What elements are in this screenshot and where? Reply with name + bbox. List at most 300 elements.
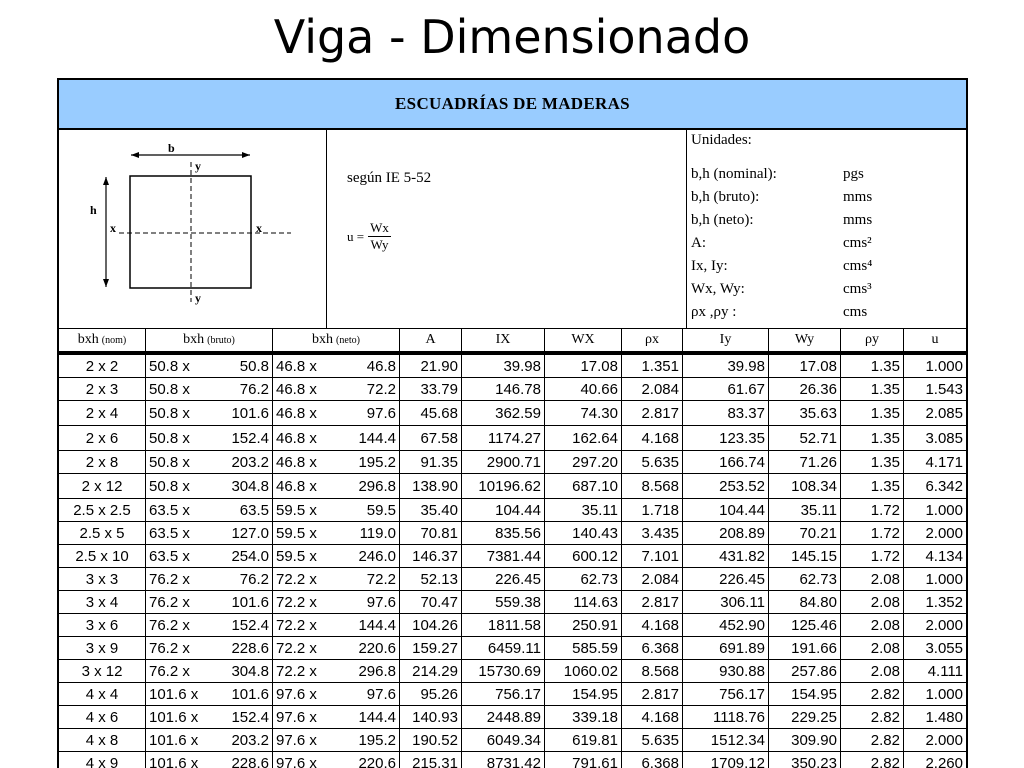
cell-u-value <box>904 474 966 498</box>
cell-iy-value <box>683 752 769 768</box>
neto-h: 46.8 <box>366 357 396 375</box>
bruto-h: 254.0 <box>231 547 269 565</box>
nominal-size: 2 x 4 <box>85 404 119 422</box>
label-y-bottom: y <box>195 291 201 305</box>
neto-h: 97.6 <box>366 685 396 703</box>
cell-iy-value <box>683 522 769 544</box>
neto-h: 119.0 <box>359 524 396 542</box>
spec-cell <box>327 130 687 328</box>
table-row <box>59 378 966 400</box>
column-header <box>841 329 904 351</box>
cell-rho-y-value <box>841 355 904 377</box>
label-b: b <box>168 141 175 155</box>
neto-h: 144.4 <box>358 708 396 726</box>
rho-y-value: 1.35 <box>870 429 900 447</box>
cell-wx-value <box>545 637 622 659</box>
area-value: 95.26 <box>420 685 458 703</box>
nominal-size: 2 x 12 <box>81 477 123 495</box>
bruto-h: 152.4 <box>231 708 269 726</box>
cell-iy-value <box>683 451 769 473</box>
cell-nominal <box>59 591 146 613</box>
cell-wx-value <box>545 568 622 590</box>
neto-h: 144.4 <box>358 616 396 634</box>
wx-value: 17.08 <box>580 357 618 375</box>
ix-value: 6459.11 <box>487 639 541 657</box>
u-fraction <box>368 220 391 253</box>
b-arrow-right <box>242 152 250 158</box>
column-header <box>622 329 683 351</box>
iy-value: 39.98 <box>727 357 765 375</box>
table-row <box>59 660 966 682</box>
iy-value: 1709.12 <box>710 754 765 768</box>
u-value: 4.134 <box>925 547 963 565</box>
rho-y-value: 2.82 <box>870 708 900 726</box>
neto-h: 246.0 <box>358 547 396 565</box>
cell-area-value <box>400 752 462 768</box>
ix-value: 1174.27 <box>487 429 541 447</box>
unit-label: A: <box>691 235 706 251</box>
cell-rho-y-value <box>841 660 904 682</box>
label-h: h <box>90 203 97 217</box>
wy-value: 84.80 <box>799 593 837 611</box>
column-header <box>59 329 146 351</box>
column-header-label: A <box>425 332 436 347</box>
cell-rho-y-value <box>841 401 904 425</box>
unit-value: mms <box>843 189 873 205</box>
cell-nominal <box>59 355 146 377</box>
cell-nominal <box>59 729 146 751</box>
cell-u-value <box>904 378 966 400</box>
unit-row-inertia <box>691 258 966 278</box>
bruto-h: 76.2 <box>239 570 269 588</box>
iy-value: 226.45 <box>719 570 765 588</box>
cell-neto <box>273 568 400 590</box>
beam-section-svg <box>59 130 325 328</box>
cell-area-value <box>400 474 462 498</box>
neto-b: 46.8 x <box>276 380 317 398</box>
iy-value: 691.89 <box>719 639 765 657</box>
table-row <box>59 522 966 544</box>
units-cell <box>687 130 966 328</box>
cell-rho-y-value <box>841 378 904 400</box>
cell-ix-value <box>462 660 545 682</box>
rho-x-value: 4.168 <box>641 708 679 726</box>
cell-bruto <box>146 729 273 751</box>
cell-bruto <box>146 451 273 473</box>
cell-u-value <box>904 660 966 682</box>
wy-value: 257.86 <box>791 662 837 680</box>
cell-area-value <box>400 591 462 613</box>
cell-iy-value <box>683 614 769 636</box>
table-row <box>59 683 966 705</box>
cell-rho-x-value <box>622 355 683 377</box>
wy-value: 35.11 <box>800 501 837 519</box>
bruto-b: 101.6 x <box>149 685 199 703</box>
cell-neto <box>273 378 400 400</box>
cell-wy-value <box>769 545 841 567</box>
wy-value: 350.23 <box>791 754 837 768</box>
cell-nominal <box>59 451 146 473</box>
cell-iy-value <box>683 591 769 613</box>
column-header-label: bxh <box>183 332 205 347</box>
cell-wx-value <box>545 355 622 377</box>
cell-iy-value <box>683 474 769 498</box>
cell-ix-value <box>462 614 545 636</box>
rho-y-value: 1.72 <box>870 547 900 565</box>
cell-wy-value <box>769 474 841 498</box>
cell-area-value <box>400 729 462 751</box>
rho-y-value: 2.82 <box>870 754 900 768</box>
iy-value: 756.17 <box>719 685 765 703</box>
rho-y-value: 2.82 <box>870 731 900 749</box>
nominal-size: 3 x 9 <box>85 639 119 657</box>
cell-u-value <box>904 499 966 521</box>
cell-nominal <box>59 637 146 659</box>
cell-u-value <box>904 706 966 728</box>
cell-u-value <box>904 683 966 705</box>
rho-y-value: 1.72 <box>870 524 900 542</box>
cell-rho-y-value <box>841 474 904 498</box>
cell-nominal <box>59 683 146 705</box>
column-header-label: Iy <box>719 332 732 347</box>
cell-wy-value <box>769 637 841 659</box>
ix-value: 10196.62 <box>478 477 541 495</box>
wx-value: 162.64 <box>572 429 618 447</box>
bruto-h: 50.8 <box>239 357 269 375</box>
cell-rho-x-value <box>622 568 683 590</box>
cell-neto <box>273 614 400 636</box>
neto-b: 46.8 x <box>276 404 317 422</box>
bruto-b: 101.6 x <box>149 731 199 749</box>
table-row <box>59 729 966 751</box>
wx-value: 35.11 <box>581 501 618 519</box>
cell-neto <box>273 522 400 544</box>
wy-value: 52.71 <box>799 429 837 447</box>
cell-neto <box>273 545 400 567</box>
neto-h: 195.2 <box>358 453 396 471</box>
cell-nominal <box>59 474 146 498</box>
rho-y-value: 1.35 <box>870 477 900 495</box>
rho-x-value: 7.101 <box>641 547 679 565</box>
cell-ix-value <box>462 451 545 473</box>
bruto-b: 76.2 x <box>149 662 190 680</box>
cell-u-value <box>904 637 966 659</box>
cell-u-value <box>904 426 966 450</box>
cell-rho-y-value <box>841 426 904 450</box>
cell-neto <box>273 591 400 613</box>
ix-value: 8731.42 <box>486 754 541 768</box>
cell-rho-x-value <box>622 522 683 544</box>
ix-value: 756.17 <box>495 685 541 703</box>
iy-value: 123.35 <box>719 429 765 447</box>
nominal-size: 2 x 3 <box>85 380 119 398</box>
nominal-size: 3 x 12 <box>81 662 123 680</box>
cell-area-value <box>400 637 462 659</box>
cell-rho-x-value <box>622 614 683 636</box>
cell-rho-y-value <box>841 522 904 544</box>
column-header <box>904 329 966 351</box>
u-value: 1.000 <box>925 501 963 519</box>
u-value: 1.480 <box>925 708 963 726</box>
neto-b: 46.8 x <box>276 357 317 375</box>
cell-neto <box>273 355 400 377</box>
table-row <box>59 545 966 567</box>
h-arrow-top <box>103 177 109 185</box>
area-value: 214.29 <box>412 662 458 680</box>
cell-rho-y-value <box>841 729 904 751</box>
iy-value: 452.90 <box>719 616 765 634</box>
wx-value: 600.12 <box>572 547 618 565</box>
cell-neto <box>273 706 400 728</box>
cell-neto <box>273 426 400 450</box>
cell-wx-value <box>545 545 622 567</box>
cell-neto <box>273 729 400 751</box>
neto-b: 97.6 x <box>276 708 317 726</box>
bruto-h: 101.6 <box>231 685 269 703</box>
table-row <box>59 637 966 659</box>
cell-wx-value <box>545 729 622 751</box>
cell-ix-value <box>462 426 545 450</box>
cell-iy-value <box>683 568 769 590</box>
unit-label: b,h (neto): <box>691 212 754 228</box>
cell-area-value <box>400 426 462 450</box>
cell-ix-value <box>462 637 545 659</box>
table-row <box>59 426 966 450</box>
bruto-b: 50.8 x <box>149 357 190 375</box>
nominal-size: 2.5 x 5 <box>79 524 125 542</box>
table-row <box>59 451 966 473</box>
rho-x-value: 5.635 <box>641 731 679 749</box>
cell-area-value <box>400 378 462 400</box>
wy-value: 35.63 <box>799 404 837 422</box>
u-value: 2.000 <box>925 731 963 749</box>
cell-wy-value <box>769 660 841 682</box>
rho-y-value: 1.35 <box>870 380 900 398</box>
cell-area-value <box>400 545 462 567</box>
cell-wy-value <box>769 378 841 400</box>
cell-wy-value <box>769 568 841 590</box>
cell-wy-value <box>769 752 841 768</box>
wy-value: 62.73 <box>799 570 837 588</box>
cell-area-value <box>400 451 462 473</box>
neto-b: 59.5 x <box>276 524 317 542</box>
bruto-h: 203.2 <box>231 453 269 471</box>
wy-value: 309.90 <box>791 731 837 749</box>
u-value: 6.342 <box>925 477 963 495</box>
neto-b: 72.2 x <box>276 616 317 634</box>
spec-norm: según IE 5-52 <box>347 170 432 186</box>
u-value: 4.111 <box>927 662 963 680</box>
neto-h: 296.8 <box>358 477 396 495</box>
bruto-h: 127.0 <box>231 524 269 542</box>
cell-wy-value <box>769 499 841 521</box>
unit-value: cms³ <box>843 281 872 297</box>
u-value: 2.260 <box>925 754 963 768</box>
table-row <box>59 355 966 377</box>
cell-rho-x-value <box>622 545 683 567</box>
cell-bruto <box>146 426 273 450</box>
cell-nominal <box>59 660 146 682</box>
lumber-table-sheet <box>57 78 968 768</box>
bruto-b: 50.8 x <box>149 380 190 398</box>
cell-u-value <box>904 545 966 567</box>
cell-rho-x-value <box>622 660 683 682</box>
cell-bruto <box>146 401 273 425</box>
iy-value: 166.74 <box>719 453 765 471</box>
iy-value: 208.89 <box>719 524 765 542</box>
cell-iy-value <box>683 401 769 425</box>
area-value: 190.52 <box>412 731 458 749</box>
wy-value: 125.46 <box>791 616 837 634</box>
neto-h: 296.8 <box>358 662 396 680</box>
cell-iy-value <box>683 426 769 450</box>
u-value: 3.085 <box>925 429 963 447</box>
ix-value: 6049.34 <box>486 731 541 749</box>
cell-wx-value <box>545 591 622 613</box>
neto-h: 97.6 <box>366 593 396 611</box>
wx-value: 250.91 <box>572 616 618 634</box>
area-value: 35.40 <box>420 501 458 519</box>
cell-wx-value <box>545 474 622 498</box>
bruto-h: 203.2 <box>231 731 269 749</box>
neto-b: 46.8 x <box>276 429 317 447</box>
bruto-h: 101.6 <box>231 593 269 611</box>
ix-value: 39.98 <box>503 357 541 375</box>
cell-iy-value <box>683 378 769 400</box>
bruto-b: 101.6 x <box>149 708 199 726</box>
u-formula <box>347 220 391 253</box>
bruto-b: 76.2 x <box>149 593 190 611</box>
iy-value: 306.11 <box>720 593 765 611</box>
table-row <box>59 706 966 728</box>
column-header-label: IX <box>495 332 511 347</box>
cell-rho-y-value <box>841 752 904 768</box>
iy-value: 253.52 <box>719 477 765 495</box>
nominal-size: 2 x 6 <box>85 429 119 447</box>
wy-value: 26.36 <box>799 380 837 398</box>
cell-wx-value <box>545 451 622 473</box>
cell-neto <box>273 660 400 682</box>
cell-wx-value <box>545 426 622 450</box>
unit-value: cms² <box>843 235 872 251</box>
cell-wy-value <box>769 706 841 728</box>
bruto-b: 50.8 x <box>149 453 190 471</box>
wx-value: 1060.02 <box>563 662 618 680</box>
ix-value: 15730.69 <box>478 662 541 680</box>
neto-b: 46.8 x <box>276 453 317 471</box>
neto-h: 220.6 <box>358 754 396 768</box>
cell-nominal <box>59 522 146 544</box>
area-value: 21.90 <box>420 357 458 375</box>
table-banner: ESCUADRÍAS DE MADERAS <box>59 80 966 130</box>
iy-value: 431.82 <box>719 547 765 565</box>
wy-value: 145.15 <box>791 547 837 565</box>
neto-b: 72.2 x <box>276 662 317 680</box>
cell-bruto <box>146 568 273 590</box>
cell-ix-value <box>462 499 545 521</box>
cell-area-value <box>400 355 462 377</box>
u-value: 2.000 <box>925 616 963 634</box>
wy-value: 154.95 <box>791 685 837 703</box>
area-value: 159.27 <box>412 639 458 657</box>
cell-ix-value <box>462 522 545 544</box>
u-value: 2.000 <box>925 524 963 542</box>
cell-ix-value <box>462 401 545 425</box>
cell-u-value <box>904 591 966 613</box>
cell-iy-value <box>683 729 769 751</box>
rho-y-value: 1.35 <box>870 453 900 471</box>
wx-value: 40.66 <box>580 380 618 398</box>
table-row <box>59 752 966 768</box>
cell-ix-value <box>462 752 545 768</box>
neto-b: 97.6 x <box>276 754 317 768</box>
u-formula-lhs: u = <box>347 228 365 244</box>
cell-nominal <box>59 499 146 521</box>
neto-h: 59.5 <box>366 501 396 519</box>
table-row <box>59 568 966 590</box>
cross-section-diagram <box>59 130 327 328</box>
u-value: 1.000 <box>925 570 963 588</box>
cell-ix-value <box>462 378 545 400</box>
u-numerator: Wx <box>370 220 389 235</box>
cell-wy-value <box>769 355 841 377</box>
wx-value: 140.43 <box>572 524 618 542</box>
cell-wy-value <box>769 426 841 450</box>
cell-rho-y-value <box>841 499 904 521</box>
rho-x-value: 2.817 <box>641 404 679 422</box>
iy-value: 61.67 <box>727 380 765 398</box>
rho-x-value: 3.435 <box>641 524 679 542</box>
neto-h: 220.6 <box>358 639 396 657</box>
area-value: 70.81 <box>420 524 458 542</box>
ix-value: 559.38 <box>495 593 541 611</box>
bruto-b: 101.6 x <box>149 754 199 768</box>
wx-value: 619.81 <box>572 731 618 749</box>
bruto-b: 63.5 x <box>149 524 190 542</box>
area-value: 138.90 <box>412 477 458 495</box>
cell-u-value <box>904 568 966 590</box>
wx-value: 114.63 <box>573 593 618 611</box>
neto-h: 72.2 <box>366 570 396 588</box>
ix-value: 835.56 <box>495 524 541 542</box>
wx-value: 154.95 <box>572 685 618 703</box>
neto-h: 195.2 <box>358 731 396 749</box>
column-header-row <box>59 329 966 352</box>
neto-b: 72.2 x <box>276 639 317 657</box>
cell-wy-value <box>769 614 841 636</box>
cell-bruto <box>146 474 273 498</box>
cell-bruto <box>146 660 273 682</box>
unit-label: Ix, Iy: <box>691 258 728 274</box>
column-header-sub: (neto) <box>336 334 360 346</box>
cell-bruto <box>146 355 273 377</box>
area-value: 91.35 <box>420 453 458 471</box>
section-rectangle <box>130 176 251 288</box>
nominal-size: 4 x 8 <box>85 731 119 749</box>
cell-wy-value <box>769 451 841 473</box>
cell-bruto <box>146 499 273 521</box>
unit-row-bruto <box>691 189 966 209</box>
cell-bruto <box>146 591 273 613</box>
wy-value: 229.25 <box>791 708 837 726</box>
cell-ix-value <box>462 474 545 498</box>
unit-label: b,h (bruto): <box>691 189 760 205</box>
cell-iy-value <box>683 545 769 567</box>
neto-b: 97.6 x <box>276 685 317 703</box>
column-header <box>273 329 400 351</box>
cell-ix-value <box>462 545 545 567</box>
rho-y-value: 2.08 <box>870 616 900 634</box>
